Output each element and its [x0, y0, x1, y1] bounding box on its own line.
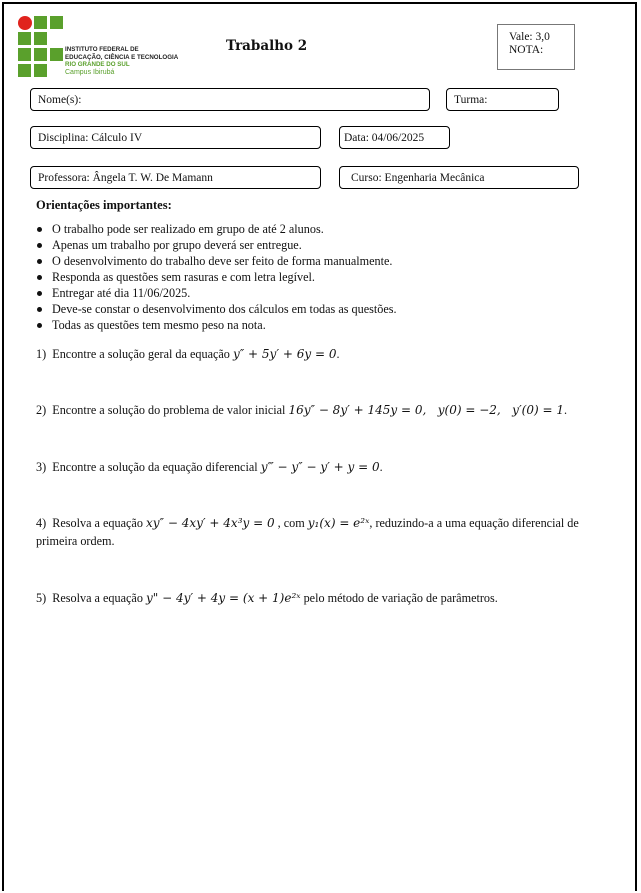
professor-field: Professora: Ângela T. W. De Mamann	[30, 166, 321, 189]
class-field[interactable]: Turma:	[446, 88, 559, 111]
list-item: Apenas um trabalho por grupo deverá ser entregue.	[36, 237, 397, 253]
list-item: Todas as questões tem mesmo peso na nota.	[36, 317, 397, 333]
question-5: 5) Resolva a equação y" − 4y′ + 4y = (x + 1)e²ˣ pelo método de variação de parâmetros.	[36, 591, 498, 605]
list-item: Responda as questões sem rasuras e com letra legível.	[36, 269, 397, 285]
instructions-list	[36, 221, 397, 333]
document-title: Trabalho 2	[226, 38, 308, 54]
question-2: 2) Encontre a solução do problema de valor inicial 16y″ − 8y′ + 145y = 0, y(0) = −2, y′(0) = 1.	[36, 403, 568, 417]
institution-name: INSTITUTO FEDERAL DE EDUCAÇÃO, CIÊNCIA E TECNOLOGIA RIO GRANDE DO SUL Campus Ibirubá	[65, 46, 179, 76]
question-1: 1) Encontre a solução geral da equação y″ + 5y′ + 6y = 0.	[36, 347, 340, 361]
institution-logo	[18, 16, 178, 80]
list-item: Entregar até dia 11/06/2025.	[36, 285, 397, 301]
question-4: 4) Resolva a equação xy″ − 4xy′ + 4x³y = 0 , com y₁(x) = e²ˣ, reduzindo-a a uma equação diferencial de primeira ordem.	[36, 516, 579, 548]
names-field[interactable]: Nome(s):	[30, 88, 430, 111]
instructions-title: Orientações importantes:	[36, 198, 172, 212]
question-3: 3) Encontre a solução da equação diferencial y‴ − y″ − y′ + y = 0.	[36, 460, 383, 474]
date-field: Data: 04/06/2025	[339, 126, 450, 149]
list-item: O desenvolvimento do trabalho deve ser feito de forma manualmente.	[36, 253, 397, 269]
discipline-field: Disciplina: Cálculo IV	[30, 126, 321, 149]
logo-red-dot	[18, 16, 32, 30]
grade-value: Vale: 3,0	[509, 31, 550, 43]
grade-box	[497, 24, 575, 70]
grade-nota-label: NOTA:	[509, 44, 544, 56]
list-item: O trabalho pode ser realizado em grupo de até 2 alunos.	[36, 221, 397, 237]
course-field: Curso: Engenharia Mecânica	[339, 166, 579, 189]
list-item: Deve-se constar o desenvolvimento dos cálculos em todas as questões.	[36, 301, 397, 317]
